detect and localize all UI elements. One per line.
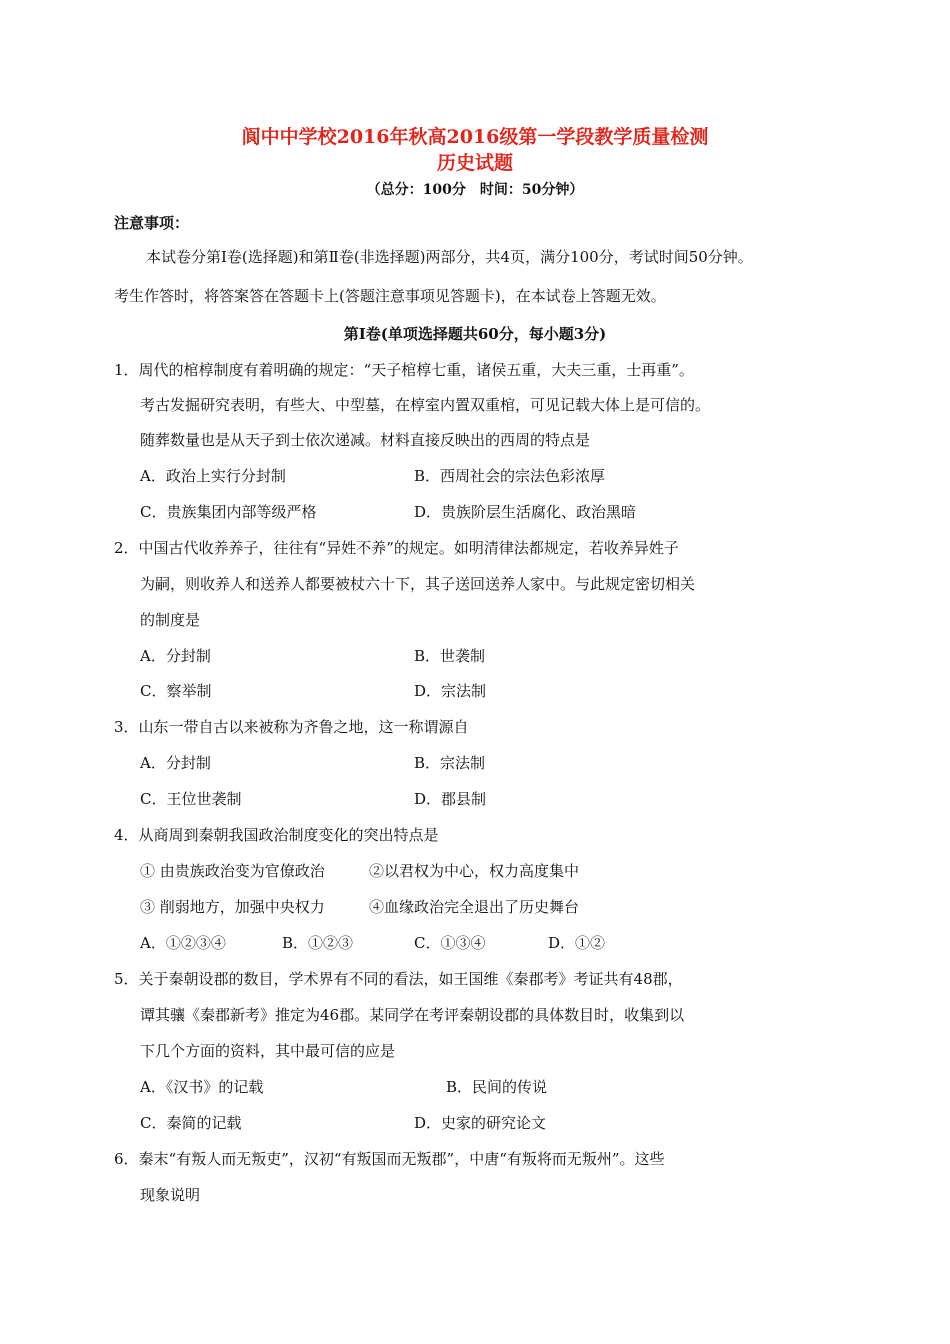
notice-line-1: 本试卷分第Ⅰ卷(选择题)和第Ⅱ卷(非选择题)两部分，共4页，满分100分，考试时间50分钟。	[146, 248, 753, 266]
question-stem-line: 1．周代的棺椁制度有着明确的规定：“天子棺椁七重，诸侯五重，大夫三重，士再重”。	[114, 361, 694, 379]
option-c: C．王位世袭制	[140, 790, 242, 808]
question-stem-line: 考古发掘研究表明，有些大、中型墓，在椁室内置双重棺，可见记载大体上是可信的。	[140, 396, 711, 414]
option-d: D．史家的研究论文	[414, 1114, 547, 1132]
option-b: B．宗法制	[414, 754, 486, 772]
option-d: D．宗法制	[414, 682, 487, 700]
option-d: D．贵族阶层生活腐化、政治黑暗	[414, 503, 637, 521]
question-stem-line: 现象说明	[140, 1186, 201, 1204]
statement-item: ②以君权为中心，权力高度集中	[369, 862, 580, 880]
question-stem-line: 6．秦末“有叛人而无叛吏”，汉初“有叛国而无叛郡”，中唐“有叛将而无叛州”。这些	[114, 1150, 665, 1168]
option-c: C．秦简的记载	[140, 1114, 242, 1132]
option-a: A．政治上实行分封制	[140, 467, 286, 485]
option-a: A．①②③④	[140, 934, 226, 952]
option-a: A．分封制	[140, 754, 211, 772]
question-stem-line: 的制度是	[140, 611, 201, 629]
option-a: A．分封制	[140, 647, 211, 665]
notice-heading: 注意事项：	[114, 214, 190, 232]
option-c: C．察举制	[140, 682, 212, 700]
option-b: B．世袭制	[414, 647, 486, 665]
option-d: D．①②	[548, 934, 606, 952]
exam-score-time: （总分：100分 时间：50分钟）	[366, 182, 584, 198]
question-stem-line: 随葬数量也是从天子到士依次递减。材料直接反映出的西周的特点是	[140, 431, 591, 449]
statement-item: ③ 削弱地方，加强中央权力	[140, 898, 325, 916]
option-c: C．贵族集团内部等级严格	[140, 503, 317, 521]
question-stem-line: 为嗣，则收养人和送养人都要被杖六十下，其子送回送养人家中。与此规定密切相关	[140, 575, 696, 593]
option-c: C．①③④	[414, 934, 486, 952]
exam-title: 阆中中学校2016年秋高2016级第一学段教学质量检测	[241, 126, 709, 148]
question-stem-line: 4．从商周到秦朝我国政治制度变化的突出特点是	[114, 826, 439, 844]
option-a: A．《汉书》的记载	[140, 1078, 264, 1096]
section-1-heading: 第Ⅰ卷(单项选择题共60分，每小题3分)	[343, 325, 607, 343]
option-b: B．①②③	[282, 934, 354, 952]
option-b: B．西周社会的宗法色彩浓厚	[414, 467, 606, 485]
question-stem-line: 谭其骧《秦郡新考》推定为46郡。某同学在考评秦朝设郡的具体数目时，收集到以	[140, 1006, 685, 1024]
statement-item: ① 由贵族政治变为官僚政治	[140, 862, 325, 880]
option-d: D．郡县制	[414, 790, 487, 808]
question-stem-line: 5．关于秦朝设郡的数目，学术界有不同的看法，如王国维《秦郡考》考证共有48郡，	[114, 970, 683, 988]
question-stem-line: 3．山东一带自古以来被称为齐鲁之地，这一称谓源自	[114, 718, 469, 736]
statement-item: ④血缘政治完全退出了历史舞台	[369, 898, 580, 916]
question-stem-line: 下几个方面的资料，其中最可信的应是	[140, 1042, 396, 1060]
exam-subject-title: 历史试题	[436, 152, 513, 174]
notice-line-2: 考生作答时，将答案答在答题卡上(答题注意事项见答题卡)，在本试卷上答题无效。	[114, 287, 666, 305]
option-b: B．民间的传说	[446, 1078, 548, 1096]
question-stem-line: 2．中国古代收养养子，往往有“异姓不养”的规定。如明清律法都规定，若收养异姓子	[114, 539, 679, 557]
